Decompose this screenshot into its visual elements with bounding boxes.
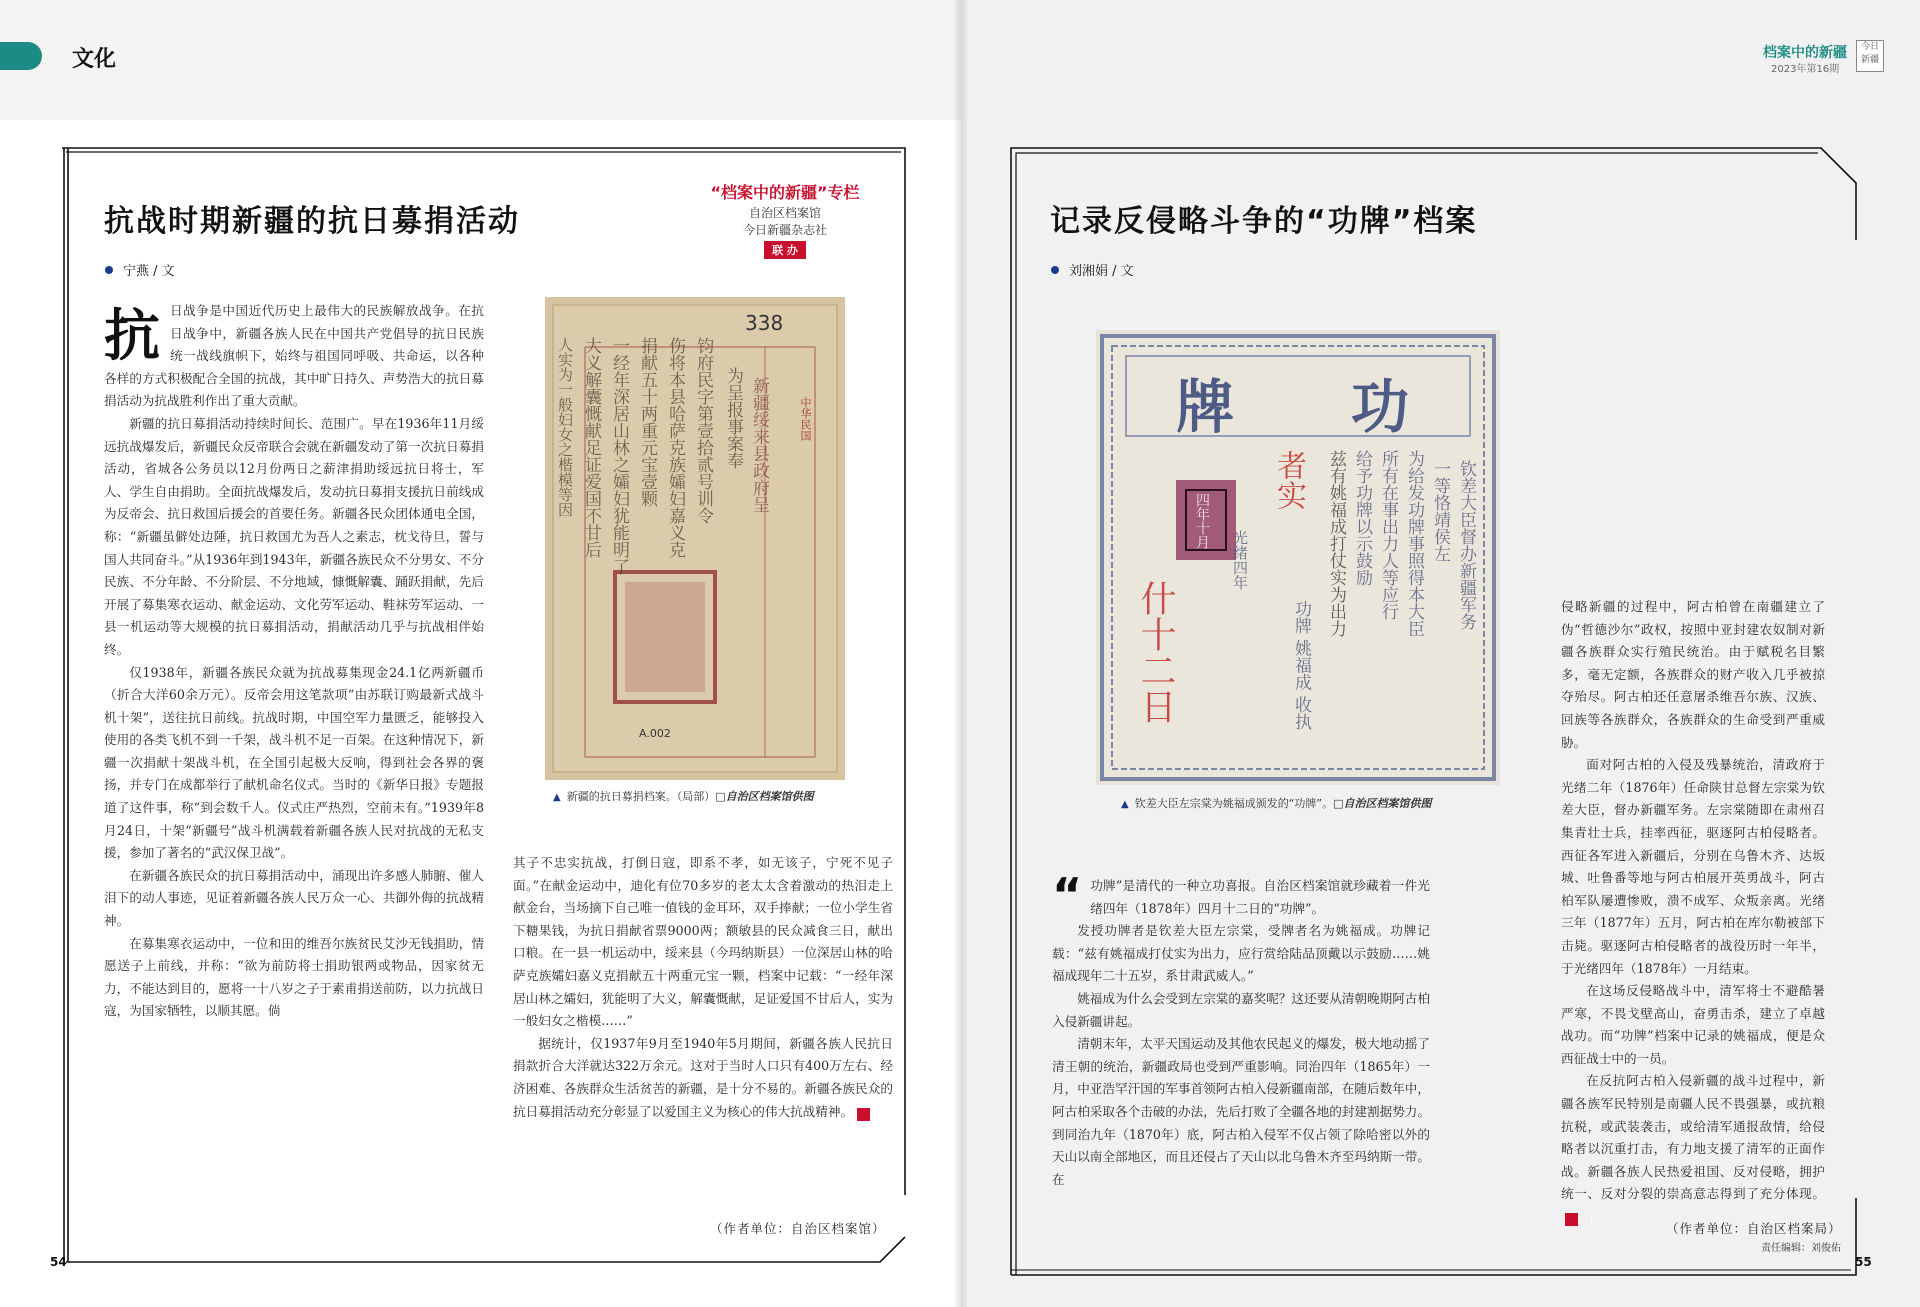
paragraph: 其子不忠实抗战，打倒日寇，即系不孝，如无该子，宁死不见子面。”在献金运动中，迪化有位70多岁的老太太含着激动的热泪走上献金台，当场摘下自己唯一值钱的金耳环，双手捧献；一位小学生省下糖果钱，为抗日捐献省票9000两；额敏县的民众减食三日，献出口粮。在一县一机运动中，绥来县（今玛纳斯县）一位深居山林的哈萨克族孀妇嘉义克捐献五十两重元宝一颗，档案中记载：“一经年深居山林之孀妇，犹能明了大义，解囊慨献，足证爱国不甘后人，实为一般妇女之楷模……” (513, 855, 893, 1029)
dropcap: 抗 (104, 303, 160, 369)
gongpai-line: 给予功牌以示鼓励 (1352, 450, 1372, 586)
paragraph: 侵略新疆的过程中，阿古柏曾在南疆建立了伪“哲德沙尔”政权，按照中亚封建农奴制对新疆各族群众实行殖民统治。由于赋税名目繁多，毫无定额，各族群众的财产收入几乎被掠夺殆尽。阿古柏还任意屠杀维吾尔族、汉族、回族等各族群众，各族群众的生命受到严重威胁。 (1561, 599, 1825, 750)
byline-dot (1051, 266, 1059, 274)
document-line: 为呈报事案奉 (723, 367, 743, 469)
column-org-2: 今日新疆杂志社 (742, 223, 827, 237)
paragraph: 新疆的抗日募捐活动持续时间长、范围广。早在1936年11月绥远抗战爆发后，新疆民众反帝联合会就在新疆发动了第一次抗日募捐活动，省城各公务员以12月份两日之薪津捐助绥远抗日将士，军人、学生自由捐助。全面抗战爆发后，发动抗日募捐支援抗日前线成为反帝会、抗日救国后援会的首要任务。新疆各民众团体通电全国，称：“新疆虽僻处边陲，抗日救国尤为吾人之素志，枕戈待旦，誓与国人共同奋斗。”从1936年到1943年，新疆各族民众不分男女、不分民族、不分年龄、不分阶层、不分地域，慷慨解囊、踊跃捐献，先后开展了募集寒衣运动、献金运动、文化劳军运动、鞋袜劳军运动、一县一机运动等大规模的抗日募捐活动，捐献活动几乎与抗战相伴始终。 (104, 415, 484, 657)
document-line: 一经年深居山林之孀妇犹能明了 (609, 337, 629, 575)
gongpai-line: 钦差大臣督办新疆军务 (1456, 460, 1476, 630)
photo-caption-left (553, 788, 814, 804)
left-text-column-1 (104, 300, 484, 1023)
paragraph: 发授功牌者是钦差大臣左宗棠，受牌者名为姚福成。功牌记载：“兹有姚福成打仗实为出力，应行赏给陆品顶戴以示鼓励……姚福成现年二十五岁，系甘肃武威人。” (1052, 923, 1430, 984)
magazine-issue: 2023年第16期 (1771, 64, 1840, 75)
header-band (0, 0, 961, 120)
gongpai-line: 功牌 姚福成 收执 (1291, 600, 1311, 730)
author: 宁燕 / 文 (123, 264, 175, 279)
caption-triangle-icon: ▲ (553, 792, 561, 803)
gongpai-char-left: 牌 (1176, 373, 1235, 441)
gongpai-line: 所有在事出力人等应行 (1378, 450, 1398, 620)
paragraph-text: 功牌”是清代的一种立功喜报。自治区档案馆就珍藏着一件光绪四年（1878年）四月十二日的“功牌”。 (1090, 878, 1430, 916)
caption-credit: □自治区档案馆供图 (1333, 797, 1432, 810)
gongpai-line: 兹有姚福成打仗实为出力 (1326, 450, 1346, 637)
column-heading: “档案中的新疆”专栏 (710, 183, 860, 202)
paragraph: 在募集寒衣运动中，一位和田的维吾尔族贫民艾沙无钱捐助，情愿送子上前线，并称：“欲为前防将士捐助银两或物品，因家贫无力，不能达到目的，愿将一十八岁之子于素甫捐送前防，以力抗战日寇，为国家牺牲，以顺其愿。倘 (104, 935, 484, 1019)
gongpai-text (1116, 440, 1486, 770)
gongpai-line: 一等恪靖侯左 (1430, 460, 1450, 562)
article-title: 抗战时期新疆的抗日募捐活动 (104, 204, 520, 239)
gongpai-line: 光绪四年 (1231, 530, 1249, 590)
right-text-column-1 (1052, 868, 1430, 1191)
document-line: 钧府民字第壹拾贰号训令 (693, 337, 713, 524)
document-line: 新疆绥来县政府呈 (749, 377, 769, 513)
document-side-label: 中华民国 (799, 397, 812, 441)
right-text-column-2 (1561, 596, 1825, 1229)
author: 刘湘娟 / 文 (1069, 264, 1134, 279)
caption-text: 钦差大臣左宗棠为姚福成颁发的“功牌”。 (1134, 797, 1334, 810)
document-line: 捐献五十两重元宝壹颗 (637, 337, 657, 507)
author-unit: （作者单位：自治区档案局） (1666, 1221, 1842, 1236)
document-line: 人实为一般妇女之楷模等因 (556, 337, 574, 517)
paragraph (513, 1033, 893, 1123)
paragraph: 在这场反侵略战斗中，清军将士不避酷暑严寒，不畏戈壁高山，奋勇击杀，建立了卓越战功。而“功牌”档案中记录的姚福成，便是众西征战士中的一员。 (1561, 983, 1825, 1066)
gongpai-char-right: 功 (1351, 373, 1410, 441)
quote-mark-icon: “ (1052, 868, 1083, 922)
magazine-logo: 今日新疆 (1856, 40, 1884, 72)
paragraph: 在新疆各族民众的抗日募捐活动中，涌现出许多感人肺腑、催人泪下的动人事迹，见证着新疆各族人民万众一心、共御外侮的抗战精神。 (104, 867, 484, 929)
caption-credit: □自治区档案馆供图 (715, 790, 814, 803)
document-number: 338 (745, 311, 784, 335)
byline-dot (105, 266, 113, 274)
photo-caption-right (1121, 795, 1432, 811)
archive-photo-right (1096, 330, 1500, 785)
caption-triangle-icon: ▲ (1121, 799, 1129, 810)
document-handwriting (556, 337, 831, 767)
paragraph (1052, 868, 1430, 922)
gongpai-red-mark-1: 者实 (1271, 450, 1306, 510)
paragraph (104, 300, 484, 413)
document-footer: A.002 (639, 727, 671, 740)
left-text-column-2 (513, 852, 893, 1123)
section-label: 文化 (72, 47, 117, 72)
archive-photo-left (545, 297, 845, 780)
editor-credit: 责任编辑：刘俊佑 (1761, 1243, 1841, 1254)
caption-text: 新疆的抗日募捐档案。（局部） (566, 790, 716, 803)
paragraph: 仅1938年，新疆各族民众就为抗战募集现金24.1亿两新疆币（折合大洋60余万元）。反帝会用这笔款项“由苏联订购最新式战斗机十架”，送往抗日前线。抗战时期，中国空军力量匮乏，能够投入使用的各类飞机不到一千架，战斗机不足一百架。在这种情况下，新疆一次捐献十架战斗机，在全国引起极大反响，得到社会各界的褒扬，并专门在成都举行了献机命名仪式。当时的《新华日报》专题报道了这件事，称“到会数千人。仪式庄严热烈，空前未有。”1939年8月24日，十架“新疆号”战斗机满载着新疆各族人民对抗战的无私支援，参加了著名的“武汉保卫战”。 (104, 664, 484, 861)
page-number: 54 (50, 1255, 67, 1269)
magazine-title: 档案中的新疆 (1763, 45, 1847, 61)
gongpai-seal-text: 四年十月 (1194, 493, 1210, 549)
article-title: 记录反侵略斗争的“功牌”档案 (1050, 204, 1478, 239)
paragraph-text: 在反抗阿古柏入侵新疆的战斗过程中，新疆各族军民特别是南疆人民不畏强暴，或抗粮抗税，或武装袭击，或给清军通报敌情，给侵略者以沉重打击，有力地支援了清军的正面作战。新疆各族人民热爱祖国、反对侵略，拥护统一、反对分裂的崇高意志得到了充分体现。 (1561, 1073, 1825, 1202)
author-unit: （作者单位：自治区档案馆） (710, 1221, 886, 1236)
byline (105, 260, 175, 279)
paragraph: 清朝末年，太平天国运动及其他农民起义的爆发，极大地动摇了清王朝的统治，新疆政局也受到严重影响。同治四年（1865年）一月，中亚浩罕汗国的军事首领阿古柏入侵新疆南部，在随后数年中，阿古柏采取各个击破的办法，先后打败了全疆各地的封建割据势力。到同治九年（1870年）底，阿古柏入侵军不仅占领了除哈密以外的天山以南全部地区，而且还侵占了天山以北乌鲁木齐至玛纳斯一带。在 (1052, 1036, 1430, 1187)
column-org-1: 自治区档案馆 (748, 206, 821, 220)
right-page (961, 0, 1920, 1307)
section-marker (0, 42, 42, 70)
paragraph-text: 日战争是中国近代历史上最伟大的民族解放战争。在抗日战争中，新疆各族人民在中国共产党倡导的抗日民族统一战线旗帜下，始终与祖国同呼吸、共命运，以各种各样的方式积极配合全国的抗战，其中旷日持久、声势浩大的抗日募捐活动为抗战胜利作出了重大贡献。 (104, 303, 484, 409)
paragraph: 面对阿古柏的入侵及残暴统治，清政府于光绪二年（1876年）任命陕甘总督左宗棠为钦差大臣，督办新疆军务。左宗棠随即在肃州召集青壮士兵，挂率西征，驱逐阿古柏侵略者。西征各军进入新疆后，分别在乌鲁木齐、达坂城、吐鲁番等地与阿古柏展开英勇战斗，阿古柏军队屡遭惨败，溃不成军、众叛亲离。光绪三年（1877年）五月，阿古柏在库尔勒被部下击毙。驱逐阿古柏侵略者的战役历时一年半，于光绪四年（1878年）一月结束。 (1561, 757, 1825, 976)
paragraph-text: 据统计，仅1937年9月至1940年5月期间，新疆各族人民抗日捐款折合大洋就达322万余元。这对于当时人口只有400万左右、经济困难、各族群众生活贫苦的新疆，是十分不易的。新疆各族民众的抗日募捐活动充分彰显了以爱国主义为核心的伟大抗战精神。 (513, 1035, 893, 1119)
byline (1051, 260, 1134, 279)
page-number: 55 (1855, 1255, 1872, 1269)
paragraph (1561, 1070, 1825, 1228)
binding-gutter (955, 0, 967, 1307)
gongpai-line: 为给发功牌事照得本大臣 (1404, 450, 1424, 637)
column-badge: 联 办 (764, 241, 806, 259)
end-mark-icon: J (857, 1108, 870, 1121)
paragraph: 姚福成为什么会受到左宗棠的嘉奖呢？这还要从清朝晚期阿古柏入侵新疆讲起。 (1052, 990, 1430, 1029)
column-credit (700, 180, 870, 259)
end-mark-icon: J (1565, 1213, 1578, 1226)
gongpai-red-mark-2: 什十二日 (1135, 580, 1176, 724)
document-line: 大义解囊慨献足证爱国不甘后 (581, 337, 601, 558)
document-line: 伤将本县哈萨克族孀妇嘉义克 (665, 337, 685, 558)
